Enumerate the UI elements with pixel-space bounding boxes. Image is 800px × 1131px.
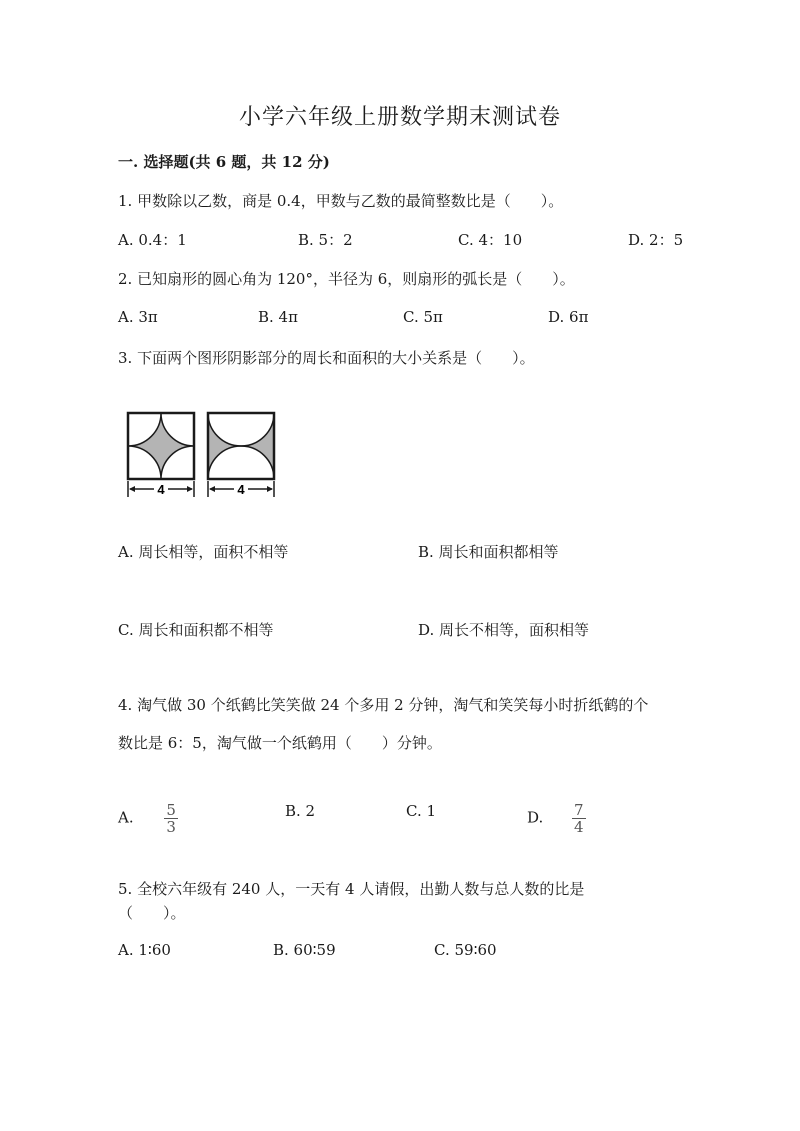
fraction-denominator: 3 — [166, 818, 176, 836]
q5-option-b[interactable]: B. 60∶59 — [273, 941, 336, 959]
section-heading: 一. 选择题(共 6 题，共 12 分) — [118, 153, 330, 171]
question-5-line-2: （ ）。 — [118, 904, 186, 922]
q4-option-c[interactable]: C. 1 — [406, 802, 437, 820]
q3-option-d[interactable]: D. 周长不相等，面积相等 — [418, 621, 590, 639]
q1-option-a[interactable]: A. 0.4：1 — [118, 231, 187, 249]
q4-option-a[interactable] — [118, 802, 178, 835]
q2-option-a[interactable]: A. 3π — [118, 308, 158, 326]
page-title: 小学六年级上册数学期末测试卷 — [238, 105, 561, 130]
q5-option-a[interactable]: A. 1∶60 — [118, 941, 171, 959]
q4-option-a-fraction — [164, 802, 178, 835]
shaded-squares-figure — [120, 405, 285, 500]
question-4-line-2: 数比是 6：5，淘气做一个纸鹤用（ ）分钟。 — [118, 734, 442, 752]
q4-option-d[interactable] — [527, 802, 586, 835]
q2-option-c[interactable]: C. 5π — [403, 308, 443, 326]
question-2-text: 2. 已知扇形的圆心角为 120°，半径为 6，则扇形的弧长是（ ）。 — [118, 270, 575, 288]
q4-option-d-fraction — [572, 802, 586, 835]
q3-option-a[interactable]: A. 周长相等，面积不相等 — [118, 543, 289, 561]
question-5-line-1: 5. 全校六年级有 240 人，一天有 4 人请假，出勤人数与总人数的比是 — [118, 880, 585, 898]
left-square — [128, 413, 194, 479]
question-4-line-1: 4. 淘气做 30 个纸鹤比笑笑做 24 个多用 2 分钟，淘气和笑笑每小时折纸鹤的个 — [118, 696, 649, 714]
q1-option-c[interactable]: C. 4：10 — [458, 231, 523, 249]
fraction-numerator: 7 — [574, 801, 584, 819]
fraction-denominator: 4 — [574, 818, 584, 836]
q2-option-d[interactable]: D. 6π — [548, 308, 589, 326]
q3-option-c[interactable]: C. 周长和面积都不相等 — [118, 621, 274, 639]
dimension-arrows — [128, 481, 274, 497]
question-3-text: 3. 下面两个图形阴影部分的周长和面积的大小关系是（ ）。 — [118, 349, 535, 367]
q5-option-c[interactable]: C. 59∶60 — [434, 941, 497, 959]
q4-option-b[interactable]: B. 2 — [285, 802, 316, 820]
fraction-numerator: 5 — [166, 801, 176, 819]
q4-option-a-label: A. — [118, 808, 134, 827]
q1-option-b[interactable]: B. 5：2 — [298, 231, 353, 249]
question-1-text: 1. 甲数除以乙数，商是 0.4，甲数与乙数的最简整数比是（ ）。 — [118, 192, 564, 210]
q1-option-d[interactable]: D. 2：5 — [628, 231, 684, 249]
q2-option-b[interactable]: B. 4π — [258, 308, 298, 326]
right-dimension-label: 4 — [237, 482, 245, 497]
left-dimension-label: 4 — [157, 482, 165, 497]
right-square — [208, 413, 274, 479]
q4-option-d-label: D. — [527, 808, 544, 827]
q3-option-b[interactable]: B. 周长和面积都相等 — [418, 543, 559, 561]
